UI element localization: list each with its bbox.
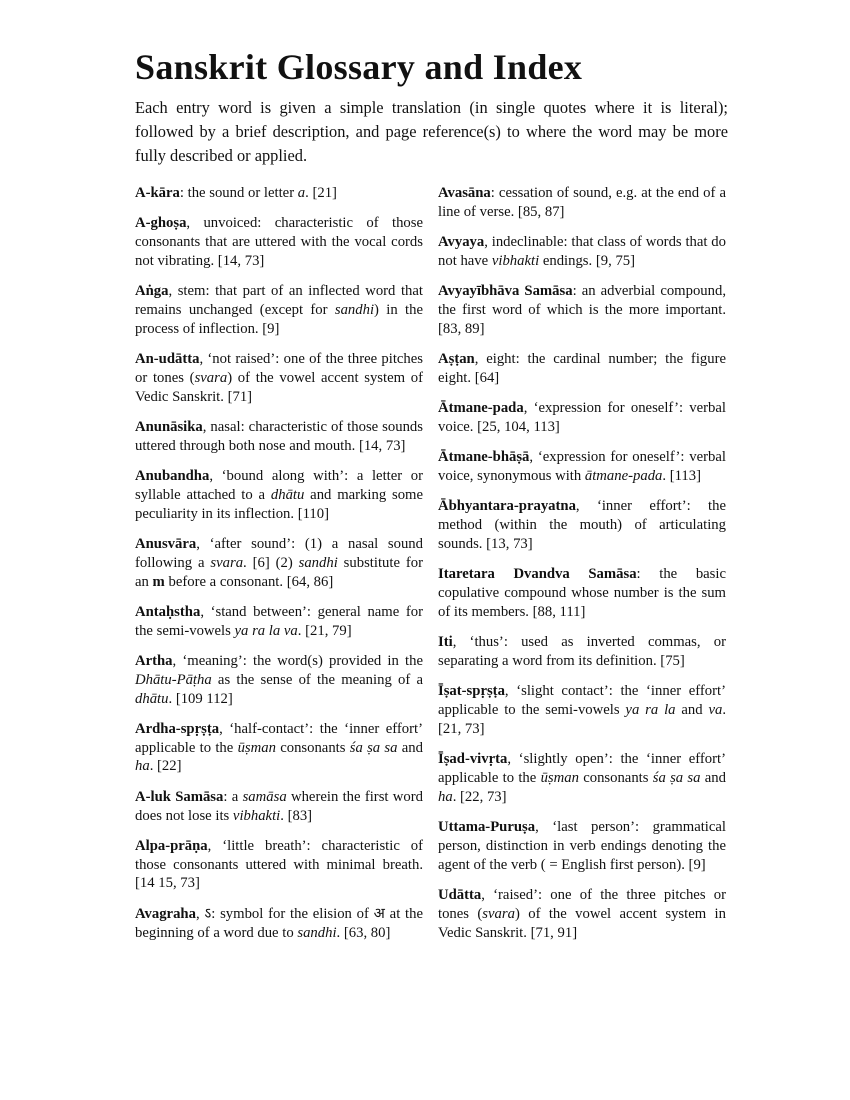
entry-text: as the sense of the meaning of a xyxy=(211,671,423,688)
glossary-entry xyxy=(135,184,423,203)
glossary-entry xyxy=(438,682,726,738)
entry-italic-term: ūṣman xyxy=(237,739,276,756)
entry-headword: Avasāna xyxy=(438,185,491,201)
entry-italic-term: ya ra la va xyxy=(234,622,298,639)
entry-italic-term: śa ṣa sa xyxy=(652,769,701,786)
entry-text: . [21] xyxy=(305,185,337,201)
entry-italic-term: sandhi xyxy=(334,301,375,318)
glossary-entry xyxy=(135,905,423,943)
entry-text: . [6] (2) xyxy=(243,554,299,571)
entry-text: . [113] xyxy=(662,468,702,485)
entry-text: , ‘not raised’: one of the three pitches or tones ( xyxy=(135,351,423,386)
entry-italic-term: svara xyxy=(482,905,515,922)
glossary-entry xyxy=(438,750,726,806)
entry-text: , ‘inner effort’: the method (within the mouth) of articulating sounds. [13, 73] xyxy=(438,498,726,552)
glossary-entry xyxy=(438,818,726,874)
entry-italic-term: ha xyxy=(135,758,150,775)
glossary-entry xyxy=(135,214,423,270)
entry-text: , ‘slightly open’: the ‘inner effort’ applicable to the xyxy=(438,751,726,786)
entry-text: , ऽ: symbol for the elision of अ at the beginning of a word due to xyxy=(135,905,423,941)
entry-italic-term: sandhi xyxy=(298,554,338,571)
entry-text: , ‘little breath’: characteristic of those consonants uttered with minimal breath. [14 15, 73] xyxy=(135,837,423,892)
entry-headword: Ābhyantara-prayatna xyxy=(438,498,576,515)
entry-text: . [63, 80] xyxy=(336,924,391,941)
entry-text: , ‘bound along with’: a letter or syllable attached to a xyxy=(135,468,423,503)
entry-text: : cessation of sound, e.g. at the end of a line of verse. [85, 87] xyxy=(438,185,726,220)
entry-italic-term: vibhakti xyxy=(491,252,540,269)
entry-text: substitute for an xyxy=(135,554,423,590)
glossary-entry xyxy=(135,652,423,708)
glossary-entry xyxy=(438,565,726,621)
entry-text: , ‘expression for oneself’: verbal voice, synonymous with xyxy=(438,449,726,485)
entry-headword: Aṅga xyxy=(135,283,169,300)
entry-italic-term: dhātu xyxy=(270,486,305,503)
glossary-entry xyxy=(135,720,423,776)
glossary-entry xyxy=(438,350,726,388)
glossary-entry xyxy=(438,282,726,338)
entry-italic-term: svara xyxy=(210,554,244,571)
glossary-entry xyxy=(438,233,726,271)
entry-italic-term: samāsa xyxy=(242,788,287,805)
entry-text: consonants xyxy=(578,769,653,786)
entry-headword: Aṣṭan xyxy=(438,351,475,368)
entry-text: , eight: the cardinal number; the figure eight. [64] xyxy=(438,351,726,386)
entry-italic-term: a xyxy=(297,185,306,201)
entry-italic-term: ūṣman xyxy=(540,769,579,786)
entry-headword: A-luk Samāsa xyxy=(135,788,224,805)
entry-text: before a consonant. [64, 86] xyxy=(164,573,334,590)
glossary-column-left xyxy=(135,184,423,954)
entry-text: , ‘slight contact’: the ‘inner effort’ applicable to the semi-vowels xyxy=(438,683,726,719)
entry-text: . [109 112] xyxy=(168,690,233,707)
entry-text: . [21, 79] xyxy=(297,622,352,639)
glossary-entry xyxy=(135,282,423,338)
glossary-column-right xyxy=(438,184,726,954)
entry-text: , ‘expression for oneself’: verbal voice. [25, 104, 113] xyxy=(438,400,726,435)
entry-italic-term: vibhakti xyxy=(232,807,281,824)
glossary-entry xyxy=(438,886,726,942)
entry-headword: Udātta xyxy=(438,886,482,903)
entry-text: . [22, 73] xyxy=(452,788,507,805)
entry-headword: Avyayībhāva Samāsa xyxy=(438,283,573,300)
entry-text: , stem: that part of an inflected word that remains unchanged (except for xyxy=(135,283,423,318)
entry-headword: A-kāra xyxy=(135,185,180,201)
entry-text: m xyxy=(152,573,165,590)
glossary-entry xyxy=(438,633,726,671)
entry-text: : an adverbial compound, the first word of which is the more important. [83, 89] xyxy=(438,283,727,337)
entry-headword: Ātmane-pada xyxy=(438,400,524,417)
entry-italic-term: sandhi xyxy=(297,924,337,941)
entry-headword: Avyaya xyxy=(438,234,485,251)
entry-headword: Īṣat-spṛṣṭa xyxy=(438,683,505,700)
entry-text: : a xyxy=(223,788,243,805)
entry-text: , ‘raised’: one of the three pitches or tones ( xyxy=(438,886,726,922)
entry-text: , ‘half-contact’: the ‘inner effort’ applicable to the xyxy=(135,720,423,756)
entry-text: ) of the vowel accent system of Vedic Sanskrit. [71] xyxy=(135,369,423,405)
entry-headword: Uttama-Puruṣa xyxy=(438,819,536,836)
entry-text: consonants xyxy=(275,739,350,756)
entry-headword: Ardha-spṛṣṭa xyxy=(135,720,220,737)
entry-italic-term: svara xyxy=(194,369,228,386)
glossary-entry xyxy=(438,399,726,437)
entry-headword: Iti xyxy=(438,634,453,651)
entry-headword: Itaretara Dvandva Samāsa xyxy=(438,566,637,583)
entry-headword: Ātmane-bhāṣā xyxy=(438,449,530,466)
entry-text: , nasal: characteristic of those sounds uttered through both nose and mouth. [14, 73] xyxy=(135,418,423,454)
entry-headword: Īṣad-vivṛta xyxy=(438,751,508,768)
glossary-entry xyxy=(135,788,423,826)
entry-text: and xyxy=(700,769,726,786)
intro-paragraph: Each entry word is given a simple translation (in single quotes where it is literal); followed by a brief description, and page reference(s) to where the word may be more fully described or applied. xyxy=(135,98,728,165)
glossary-entry xyxy=(438,448,726,486)
entry-headword: Anubandha xyxy=(135,468,210,485)
entry-text: . [21, 73] xyxy=(438,702,726,737)
glossary-entry xyxy=(135,350,423,406)
entry-text: ) in the process of inflection. [9] xyxy=(135,301,423,337)
entry-headword: A-ghoṣa xyxy=(135,215,187,232)
entry-text: . [22] xyxy=(149,758,182,775)
entry-text: , ‘last person’: grammatical person, distinction in verb endings denoting the agent of the verb ( = English first person). [9] xyxy=(438,819,726,873)
entry-headword: Avagraha xyxy=(135,905,196,922)
glossary-entry xyxy=(135,603,423,641)
entry-text: , ‘thus’: used as inverted commas, or separating a word from its definition. [75] xyxy=(438,634,726,669)
entry-headword: Anusvāra xyxy=(135,535,197,552)
entry-text: ) of the vowel accent system in Vedic Sanskrit. [71, 91] xyxy=(438,905,726,941)
entry-italic-term: ya ra la xyxy=(625,702,676,719)
entry-italic-term: ātmane-pada xyxy=(584,468,663,485)
glossary-entry xyxy=(438,497,726,553)
entry-headword: An-udātta xyxy=(135,351,200,368)
entry-text: , ‘after sound’: (1) a nasal sound following a xyxy=(135,535,423,571)
entry-text: , ‘stand between’: general name for the semi-vowels xyxy=(135,603,423,639)
entry-text: , indeclinable: that class of words that do not have xyxy=(438,234,726,269)
entry-text: . [83] xyxy=(280,807,313,824)
entry-italic-term: śa ṣa sa xyxy=(349,739,398,756)
entry-italic-term: dhātu xyxy=(135,690,169,707)
entry-headword: Alpa-prāṇa xyxy=(135,837,208,854)
entry-italic-term: Dhātu-Pāṭha xyxy=(135,671,212,688)
entry-text: and marking some peculiarity in its inflection. [110] xyxy=(135,486,423,522)
entry-text: and xyxy=(397,739,423,756)
entry-text: endings. [9, 75] xyxy=(539,252,636,269)
entry-text: wherein the first word does not lose its xyxy=(135,788,423,824)
page-title: Sanskrit Glossary and Index xyxy=(135,47,583,87)
entry-italic-term: va xyxy=(708,702,723,719)
glossary-entry xyxy=(135,535,423,591)
entry-text: : the basic copulative compound whose number is the sum of its members. [88, 111] xyxy=(438,566,726,620)
glossary-entry xyxy=(135,418,423,456)
entry-text: : the sound or letter xyxy=(179,185,298,201)
glossary-entry xyxy=(438,184,726,222)
entry-text: , ‘meaning’: the word(s) provided in the xyxy=(172,652,423,669)
entry-headword: Anunāsika xyxy=(135,418,203,435)
glossary-entry xyxy=(135,837,423,893)
entry-italic-term: ha xyxy=(438,788,453,805)
entry-headword: Artha xyxy=(135,652,173,669)
entry-text: , unvoiced: characteristic of those consonants that are uttered with the vocal cords not vibrating. [14, 73] xyxy=(135,215,423,269)
page xyxy=(135,46,728,941)
entry-text: and xyxy=(675,702,709,719)
entry-headword: Antaḥstha xyxy=(135,603,201,620)
glossary-entry xyxy=(135,467,423,523)
